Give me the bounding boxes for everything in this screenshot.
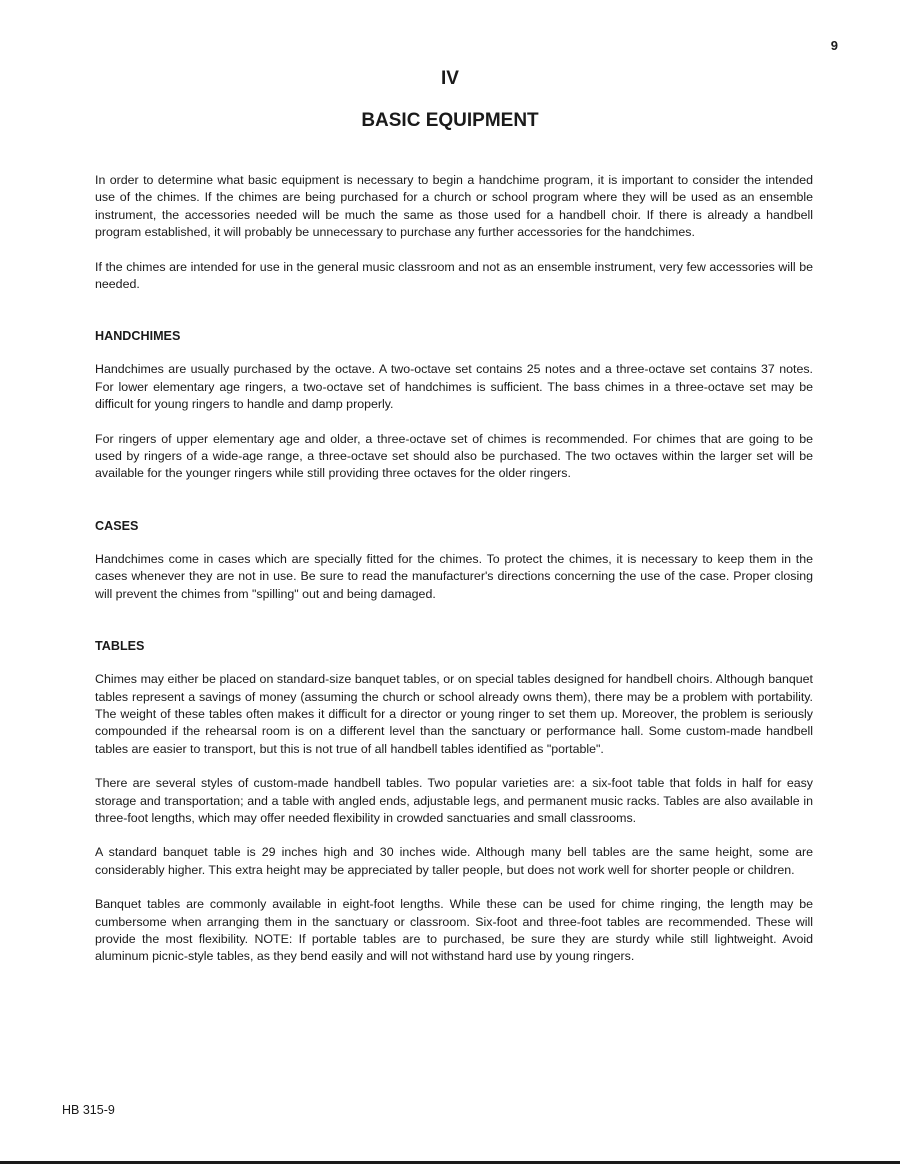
cases-paragraph: Handchimes come in cases which are specially fitted for the chimes. To protect the chimes, it is necessary to keep them in the cases whenever they are not in use. Be sure to read the manufacturer's directions concerning the use of the case. Proper closing will prevent the chimes from "spilling" out and being damaged. xyxy=(95,551,813,601)
tables-paragraph: Chimes may either be placed on standard-size banquet tables, or on special tables designed for handbell choirs. Although banquet tables represent a savings of money (assuming the church or school already owns them), there may be a problem with portability. The weight of these tables often makes it difficult for a director or young ringer to set them up. Moreover, the problem is seriously compounded if the rehearsal room is on a different level than the sanctuary or performance hall. Some custom-made handbell tables are easier to transport, but this is not true of all handbell tables identified as "portable". xyxy=(95,672,813,756)
handchimes-paragraph: Handchimes are usually purchased by the octave. A two-octave set contains 25 notes and a three-octave set contains 37 notes. For lower elementary age ringers, a two-octave set of handchimes is sufficient. The bass chimes in a three-octave set may be difficult for young ringers to handle and damp properly. xyxy=(95,362,813,412)
chapter-numeral: IV xyxy=(441,68,459,89)
tables-paragraph: Banquet tables are commonly available in eight-foot lengths. While these can be used for chime ringing, the length may be cumbersome when arranging them in the sanctuary or classroom. Six-foot and three-foot tables are recommended. These will provide the most flexibility. NOTE: If portable tables are to purchased, be sure they are sturdy while still lightweight. Avoid aluminum picnic-style tables, as they bend easily and will not withstand hard use by young ringers. xyxy=(95,897,813,964)
footer-code: HB 315-9 xyxy=(62,1103,115,1117)
intro-paragraph: If the chimes are intended for use in the general music classroom and not as an ensemble instrument, very few accessories will be needed. xyxy=(95,259,813,292)
tables-paragraph: A standard banquet table is 29 inches high and 30 inches wide. Although many bell tables are the same height, some are considerably higher. This extra height may be appreciated by taller people, but does not work well for shorter people or children. xyxy=(95,845,813,877)
intro-paragraph: In order to determine what basic equipment is necessary to begin a handchime program, it is important to consider the intended use of the chimes. If the chimes are being purchased for a church or school program where they will be used as an ensemble instrument, the accessories needed will be much the same as those used for a handbell choir. If there is already a handbell program established, it will probably be unnecessary to purchase any further accessories for the handchimes. xyxy=(95,173,813,240)
tables-paragraph: There are several styles of custom-made handbell tables. Two popular varieties are: a six-foot table that folds in half for easy storage and transportation; and a table with angled ends, adjustable legs, and permanent music racks. Tables are also available in three-foot lengths, which may offer needed flexibility in crowded sanctuaries and small classrooms. xyxy=(95,776,813,825)
page-number: 9 xyxy=(830,38,838,53)
handchimes-paragraph: For ringers of upper elementary age and older, a three-octave set of chimes is recommended. For chimes that are going to be used by ringers of a wide-age range, a three-octave set should also be purchased. The two octaves within the larger set will be available for the younger ringers while still providing three octaves for the older ringers. xyxy=(95,431,813,481)
document-body xyxy=(95,172,813,983)
section-heading-cases: CASES xyxy=(95,518,139,533)
section-heading-tables: TABLES xyxy=(95,639,145,654)
section-heading-handchimes: HANDCHIMES xyxy=(95,329,181,344)
chapter-title: BASIC EQUIPMENT xyxy=(361,110,539,131)
